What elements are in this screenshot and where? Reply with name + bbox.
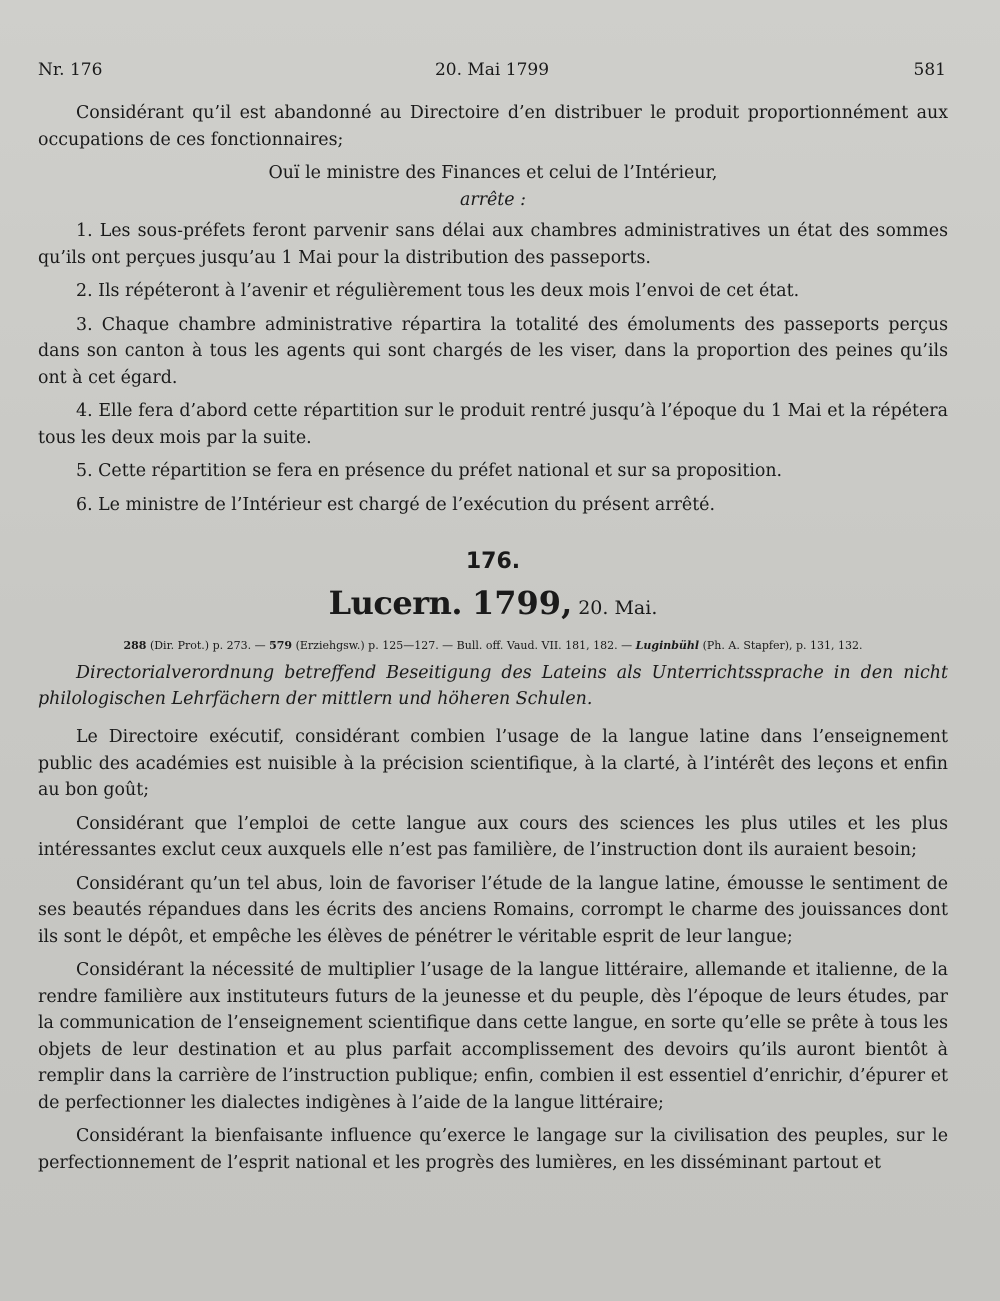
source-1-number: 288 <box>123 639 147 652</box>
page-body <box>38 100 948 1183</box>
page-number: 581 <box>913 60 946 80</box>
heard-line: Ouï le ministre des Finances et celui de l’Intérieur, <box>268 163 718 183</box>
article-1: 1. Les sous-préfets feront parvenir sans délai aux chambres administratives un état des sommes qu’ils ont perçues jusqu’au 1 Mai pour la distribution des passeports. <box>38 221 948 268</box>
document-date: 20. Mai. <box>578 597 658 619</box>
source-3-text: (Ph. A. Stapfer), p. 131, 132. <box>702 639 863 652</box>
document-title: Directorialverordnung betreffend Beseitigung des Lateins als Unterrichtssprache in den nicht philologischen Lehrfächern der mittlern und höheren Schulen. <box>38 663 948 709</box>
body-paragraph-4: Considérant la nécessité de multiplier l’usage de la langue littéraire, allemande et italienne, de la rendre familière aux instituteurs futurs de la jeunesse et du peuple, dès l’époque de leurs études, par la communication de l’enseignement scientifique dans cette langue, en sorte qu’elle se prête à tous les objets de leur destination et au plus parfait accomplissement des devoirs qu’ils auront bientôt à remplir dans la carrière de l’instruction publique; enfin, combien il est essentiel d’enrichir, d’épurer et de perfectionner les dialectes indigènes à l’aide de la langue littéraire; <box>38 960 948 1113</box>
article-6: 6. Le ministre de l’Intérieur est chargé de l’exécution du présent arrêté. <box>76 494 716 515</box>
header-date: 20. Mai 1799 <box>434 60 550 80</box>
running-header <box>38 60 946 86</box>
body-paragraph-3: Considérant qu’un tel abus, loin de favoriser l’étude de la langue latine, émousse le sentiment de ses beautés répandues dans les écrits des anciens Romains, corrompt le charme des jouissances dont ils sont le dépôt, et empêche les élèves de pénétrer le véritable esprit de leur langue; <box>38 873 948 947</box>
document-place-date <box>38 584 948 628</box>
article-2: 2. Ils répéteront à l’avenir et régulièrement tous les deux mois l’envoi de cet état. <box>76 281 800 301</box>
article-3: 3. Chaque chambre administrative répartira la totalité des émoluments des passeports perçus dans son canton à tous les agents qui sont chargés de les viser, dans la proportion des peines qu’ils ont à cet égard. <box>38 314 948 388</box>
article-4: 4. Elle fera d’abord cette répartition sur le produit rentré jusqu’à l’époque du 1 Mai et la répétera tous les deux mois par la suite. <box>38 401 948 448</box>
decrees-line: arrête : <box>460 189 526 210</box>
source-3-name: Luginbühl <box>635 639 700 652</box>
body-paragraph-5: Considérant la bienfaisante influence qu’exerce le langage sur la civilisation des peuples, sur le perfectionnement de l’esprit national et les progrès des lumières, en les disséminant partout et <box>38 1126 948 1173</box>
body-paragraph-1: Le Directoire exécutif, considérant combien l’usage de la langue latine dans l’enseignement public des académies est nuisible à la précision scientifique, à la clarté, à l’intérêt des leçons et enfin au bon goût; <box>38 727 948 800</box>
body-paragraph-2: Considérant que l’emploi de cette langue aux cours des sciences les plus utiles et les plus intéressantes exclut ceux auxquels elle n’est pas familière, de l’instruction dont ils auraient besoin; <box>38 813 948 860</box>
source-references <box>38 638 948 654</box>
document-number: 176. <box>465 549 521 574</box>
source-1-text: (Dir. Prot.) p. 273. — <box>149 639 266 652</box>
source-2-number: 579 <box>269 639 293 652</box>
document-year: 1799, <box>472 584 573 622</box>
header-document-number: Nr. 176 <box>38 60 103 80</box>
considering-paragraph: Considérant qu’il est abandonné au Directoire d’en distribuer le produit proportionnément aux occupations de ces fonctionnaires; <box>38 103 948 150</box>
document-place: Lucern. <box>328 584 462 622</box>
source-2-text: (Erziehgsw.) p. 125—127. — Bull. off. Vaud. VII. 181, 182. — <box>295 639 633 652</box>
article-5: 5. Cette répartition se fera en présence du préfet national et sur sa proposition. <box>76 461 783 481</box>
